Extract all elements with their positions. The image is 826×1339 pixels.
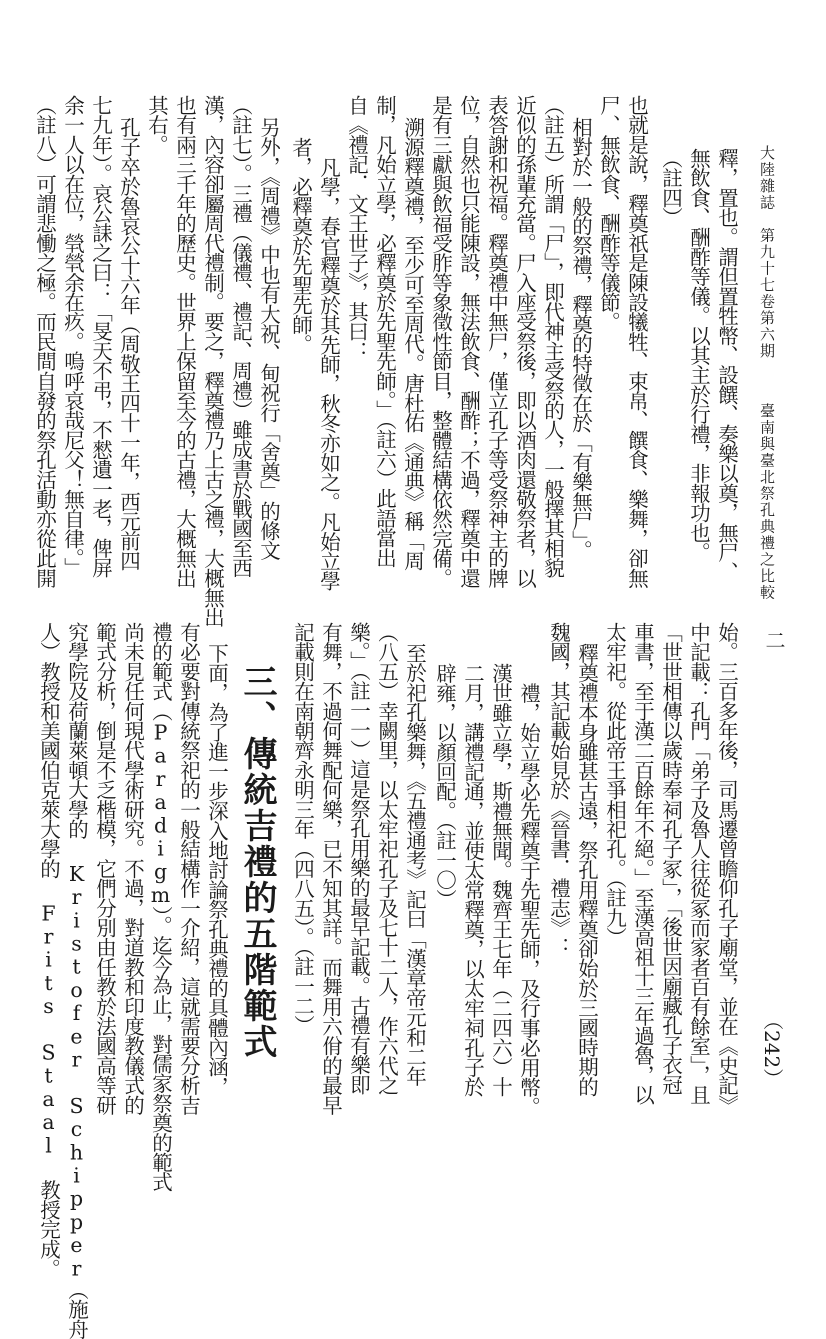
text-column: 始。三百多年後，司馬遷曾瞻仰孔子廟堂，並在《史記》 xyxy=(714,622,739,1115)
page-number: （242） xyxy=(760,1010,784,1089)
text-column: 制，凡始立學，必釋奠於先聖先師。」（註六）此語當出 xyxy=(372,95,397,568)
text-column: 其右。 xyxy=(144,95,169,155)
text-column: 太牢祀。從此帝王爭相祀孔。（註九） xyxy=(602,622,627,947)
block-quote-column: 漢世雖立學，斯禮無聞。魏齊王七年（二四六）十 xyxy=(488,663,513,1097)
text-column: 人）教授和美國伯克萊大學的 Frits Staal 教授完成。 xyxy=(36,622,61,1279)
text-column: 有必要對傳統祭祀的一般結構作一介紹，這就需要分析吉 xyxy=(176,622,201,1115)
text-column: 下面，為了進一步深入地討論祭孔典禮的具體內涵， xyxy=(204,643,229,1097)
text-column: 記載則在南朝齊永明三年（四八五）。（註一二） xyxy=(290,622,315,1035)
text-column: 也就是說，釋奠祇是陳設犧牲、束帛、饌食、樂舞，卻無 xyxy=(624,95,649,588)
text-column: 範式分析，倒是不乏楷模，它們分別由任教於法國高等研 xyxy=(92,622,117,1115)
text-column: 七九年）。哀公誄之曰：「旻天不弔，不憖遺一老，俾屏 xyxy=(88,95,113,578)
text-column: 有舞，不過何舞配何樂，已不知其詳。而舞用六佾的最早 xyxy=(318,622,343,1115)
text-column: 另外，《周禮》中也有大祝、甸祝行「舍奠」的條文 xyxy=(256,117,281,560)
text-column: 魏國，其記載始見於《晉書．禮志》： xyxy=(546,622,571,957)
text-column: （註五）所謂「尸」，即代神主受祭的人，一般擇其相貌 xyxy=(540,95,565,578)
text-column: 表答謝和祝福。釋奠禮中無尸，僅立孔子等受祭神主的牌 xyxy=(484,95,509,588)
text-column: （註七）。三禮（儀禮、禮記、周禮）雖成書於戰國至西 xyxy=(228,95,253,578)
text-column: 溯源釋奠禮，至少可至周代。唐杜佑《通典》稱「周 xyxy=(400,117,425,571)
block-quote-column: 二月，講禮記通，並使太常釋奠，以太牢祠孔子於 xyxy=(460,663,485,1097)
text-column: 漢，內容卻屬周代禮制。要之，釋奠禮乃上古之禮，大概無出 xyxy=(200,95,225,627)
text-column: 也有兩三千年的歷史。世界上保留至今的古禮，大概無出 xyxy=(172,95,197,588)
text-column: 是有三獻與飲福受胙等象徵性節目，整體結構依然完備。 xyxy=(428,95,453,588)
text-column: （八五）幸闕里，以太牢祀孔子及七十二人，作六代之 xyxy=(374,622,399,1095)
text-column: 禮的範式（Paradigm）。迄今為止，對儒家祭奠的範式 xyxy=(148,622,173,1192)
text-column: 尚未見任何現代學術研究。不過，對道教和印度教儀式的 xyxy=(120,622,145,1115)
block-quote-column: 禮，始立學必先釋奠于先聖先師，及行事必用幣。 xyxy=(516,683,541,1117)
text-column: 位，自然也只能陳設，無法飲食、酬酢；不過，釋奠中還 xyxy=(456,95,481,588)
text-column: 中記載：孔門「弟子及魯人往從冢而家者百有餘室」，且 xyxy=(686,622,711,1105)
running-head-journal: 大陸雜誌 第九十七卷第六期 xyxy=(758,145,776,360)
text-column: 相對於一般的祭禮，釋奠的特徵在於「有樂無尸」。 xyxy=(568,117,593,560)
text-column: 孔子卒於魯哀公十六年（周敬王四十一年，西元前四 xyxy=(116,117,141,571)
folio-number: 二 xyxy=(762,630,786,650)
text-column: 自《禮記．文王世子》，其曰： xyxy=(344,95,369,361)
text-column: 至於祀孔樂舞，《五禮通考》記曰「漢章帝元和二年 xyxy=(402,643,427,1086)
text-column: 究學院及荷蘭萊頓大學的 Kristofer Schipper（施舟 xyxy=(64,622,89,1339)
block-quote-column: 辟雍，以顏回配。（註一〇） xyxy=(432,663,457,909)
text-column: 車書，至于漢二百餘年不絕。」至漢高祖十三年過魯，以 xyxy=(630,622,655,1105)
text-column: （註八）可謂悲慟之極。而民間自發的祭孔活動亦從此開 xyxy=(32,95,57,588)
text-column: 近似的孫輩充當。尸入座受祭後，即以酒肉還敬祭者，以 xyxy=(512,95,537,588)
text-column: 余一人以在位，煢煢余在疚。嗚呼哀哉尼父！無自律。」 xyxy=(60,95,85,578)
text-column: 樂。」（註一一）這是祭孔用樂的最早記載。古禮有樂即 xyxy=(346,622,371,1095)
running-head-article-title: 臺南與臺北祭孔典禮之比較 xyxy=(758,403,776,601)
section-heading: 三、傳統吉禮的五階範式 xyxy=(237,664,277,1060)
text-column: 「世世相傳以歲時奉祠孔子冢」，「後世因廟藏孔子衣冠 xyxy=(658,622,683,1095)
text-column: 尸、無飲食、酬酢等儀節。 xyxy=(596,95,621,332)
text-column: 釋，置也。謂但置牲幣、設饌、奏樂以奠，無尸、 xyxy=(714,148,739,582)
text-column: （註四） xyxy=(658,148,683,227)
text-column: 釋奠禮本身雖甚古遠，祭孔用釋奠卻始於三國時期的 xyxy=(574,643,599,1097)
block-quote-column: 凡學，春官釋奠於其先師，秋冬亦如之。凡始立學 xyxy=(316,157,341,591)
block-quote-column: 者，必釋奠於先聖先師。 xyxy=(288,137,313,354)
text-column: 無飲食、酬酢等儀。以其主於行禮，非報功也。 xyxy=(686,148,711,562)
